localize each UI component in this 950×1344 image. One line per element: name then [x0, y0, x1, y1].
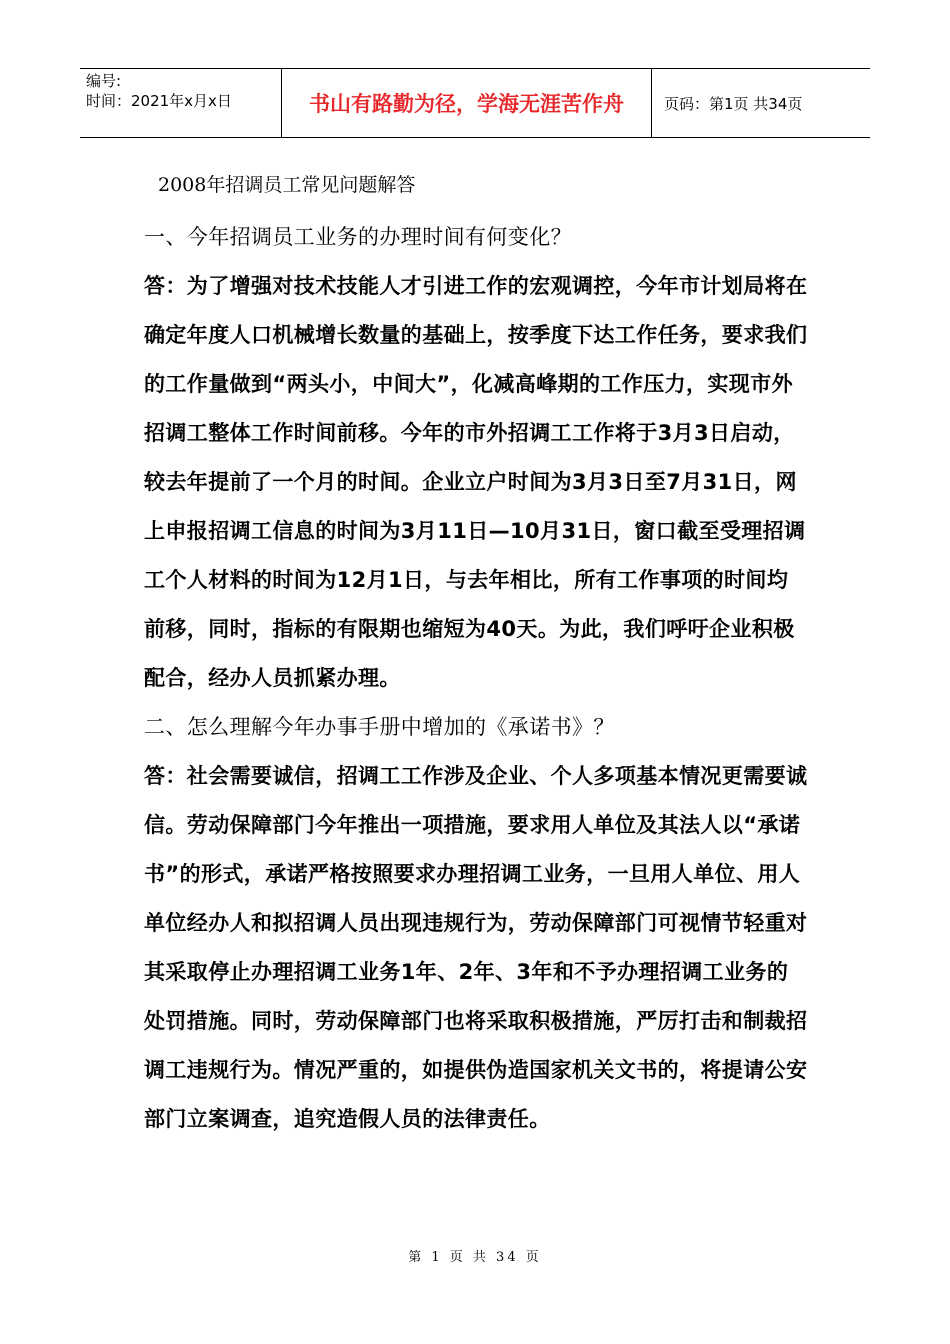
header-meta [80, 69, 282, 137]
number-label: 编号: [86, 72, 122, 90]
answer-2: 答：社会需要诚信，招调工工作涉及企业、个人多项基本情况更需要诚信。劳动保障部门今年推出一项措施，要求用人单位及其法人以“承诺书”的形式，承诺严格按照要求办理招调工业务，一旦用人单位、用人单位经办人和拟招调人员出现违规行为，劳动保障部门可视情节轻重对其采取停止办理招调工业务1年、2年、3年和不予办理招调工业务的处罚措施。同时，劳动保障部门也将采取积极措施，严厉打击和制裁招调工违规行为。情况严重的，如提供伪造国家机关文书的，将提请公安部门立案调查，追究造假人员的法律责任。 [144, 764, 808, 1131]
time-label: 时间：2021年x月x日 [86, 92, 232, 110]
document-body [144, 165, 809, 1144]
answer-1: 答：为了增强对技术技能人才引进工作的宏观调控，今年市计划局将在确定年度人口机械增长数量的基础上，按季度下达工作任务，要求我们的工作量做到“两头小，中间大”，化减高峰期的工作压力，实现市外招调工整体工作时间前移。今年的市外招调工工作将于3月3日启动，较去年提前了一个月的时间。企业立户时间为3月3日至7月31日，网上申报招调工信息的时间为3月11日—10月31日，窗口截至受理招调工个人材料的时间为12月1日，与去年相比，所有工作事项的时间均前移，同时，指标的有限期也缩短为40天。为此，我们呼吁企业积极配合，经办人员抓紧办理。 [144, 274, 808, 690]
question-1: 一、今年招调员工业务的办理时间有何变化？ [144, 225, 572, 249]
header-motto: 书山有路勤为径，学海无涯苦作舟 [282, 69, 652, 137]
document-title: 2008年招调员工常见问题解答 [158, 174, 416, 196]
page-header [80, 68, 870, 138]
header-page-info: 页码：第1页 共34页 [664, 94, 803, 113]
page-footer: 第 1 页 共 34 页 [408, 1250, 542, 1265]
question-2: 二、怎么理解今年办事手册中增加的《承诺书》？ [144, 715, 615, 739]
